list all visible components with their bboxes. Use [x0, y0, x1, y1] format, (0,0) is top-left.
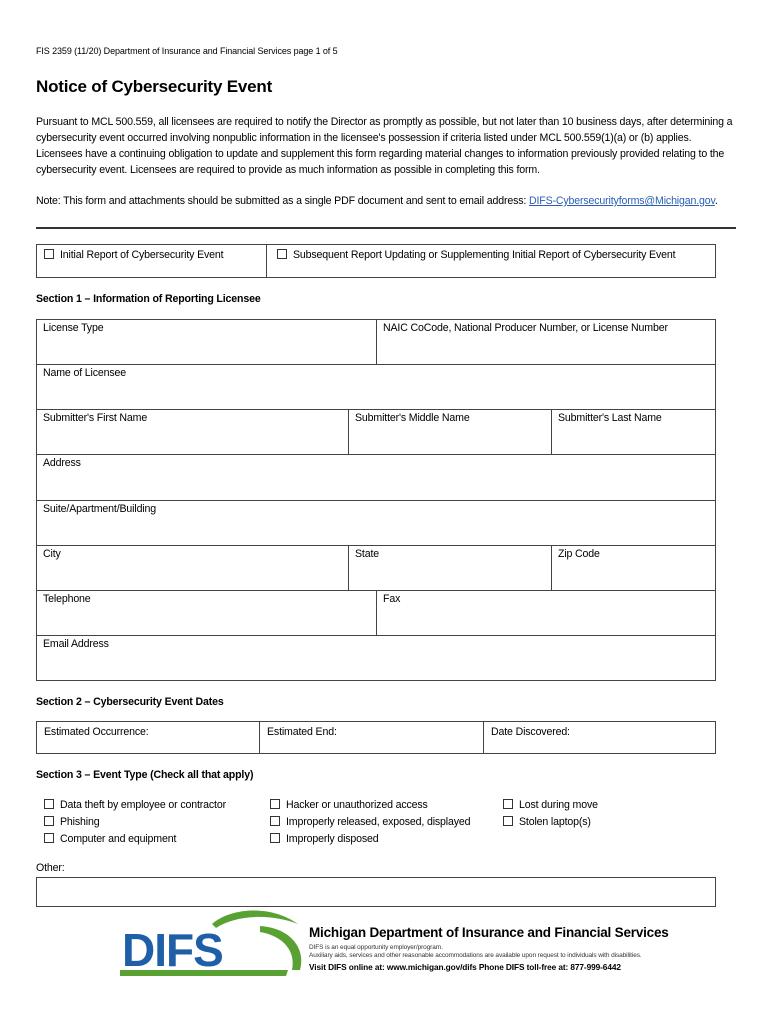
subsequent-report-checkbox[interactable]: [277, 249, 287, 259]
event-type-option[interactable]: [270, 833, 379, 845]
equal-opportunity-note: DIFS is an equal opportunity employer/program.: [309, 944, 443, 951]
row-divider: [36, 409, 716, 410]
row-divider: [36, 545, 716, 546]
event-type-option[interactable]: [503, 816, 591, 828]
contact-line: Visit DIFS online at: www.michigan.gov/difs Phone DIFS toll-free at: 877-999-6442: [309, 962, 621, 972]
subsequent-report-label: Subsequent Report Updating or Supplementing Initial Report of Cybersecurity Event: [293, 249, 676, 261]
divider: [266, 244, 267, 278]
license-type-field[interactable]: License Type: [43, 322, 104, 334]
initial-report-option[interactable]: [44, 249, 223, 261]
option-label: Improperly released, exposed, displayed: [286, 816, 471, 828]
first-name-field[interactable]: Submitter's First Name: [43, 412, 148, 424]
naic-number-field[interactable]: NAIC CoCode, National Producer Number, or License Number: [383, 322, 668, 334]
option-label: Hacker or unauthorized access: [286, 799, 428, 811]
option-label: Lost during move: [519, 799, 598, 811]
date-discovered-field[interactable]: Date Discovered:: [491, 726, 570, 738]
checkbox[interactable]: [503, 816, 513, 826]
event-type-option[interactable]: [44, 816, 99, 828]
col-divider: [551, 409, 552, 454]
city-field[interactable]: City: [43, 548, 61, 560]
section2-heading: Section 2 – Cybersecurity Event Dates: [36, 696, 224, 708]
note-suffix: .: [714, 195, 718, 207]
state-field[interactable]: State: [355, 548, 379, 560]
divider: [36, 227, 736, 229]
logo-text: DIFS: [122, 924, 223, 976]
department-name: Michigan Department of Insurance and Financial Services: [309, 925, 669, 940]
email-address-field[interactable]: Email Address: [43, 638, 109, 650]
col-divider: [259, 721, 260, 754]
zip-code-field[interactable]: Zip Code: [558, 548, 600, 560]
suite-field[interactable]: Suite/Apartment/Building: [43, 503, 156, 515]
initial-report-checkbox[interactable]: [44, 249, 54, 259]
last-name-field[interactable]: Submitter's Last Name: [558, 412, 662, 424]
option-label: Stolen laptop(s): [519, 816, 591, 828]
address-field[interactable]: Address: [43, 457, 81, 469]
checkbox[interactable]: [44, 816, 54, 826]
col-divider: [483, 721, 484, 754]
subsequent-report-option[interactable]: [277, 249, 675, 261]
col-divider: [348, 409, 349, 454]
checkbox[interactable]: [270, 833, 280, 843]
row-divider: [36, 635, 716, 636]
form-header: FIS 2359 (11/20) Department of Insurance and Financial Services page 1 of 5: [36, 46, 338, 56]
row-divider: [36, 454, 716, 455]
page-title: Notice of Cybersecurity Event: [36, 77, 273, 96]
event-type-option[interactable]: [44, 799, 226, 811]
event-type-option[interactable]: [44, 833, 176, 845]
row-divider: [36, 364, 716, 365]
telephone-field[interactable]: Telephone: [43, 593, 91, 605]
intro-paragraph: Pursuant to MCL 500.559, all licensees are required to notify the Director as promptly as possible, but not later than 10 business days, after determining a cybersecurity event occurred involving nonpublic information in the licensee's possession if criteria listed under MCL 500.559(1)(a) or (b) applies. Licensees have a continuing obligation to update and supplement this form regarding material changes to information previously provided relating to the cybersecurity event. Licensees are required to provide as much information as possible in completing this form.: [36, 116, 733, 176]
submission-note: [36, 195, 736, 207]
other-input[interactable]: [36, 877, 716, 907]
option-label: Data theft by employee or contractor: [60, 799, 226, 811]
other-label: Other:: [36, 862, 65, 874]
section3-heading: Section 3 – Event Type (Check all that apply): [36, 769, 254, 781]
row-divider: [36, 500, 716, 501]
estimated-occurrence-field[interactable]: Estimated Occurrence:: [44, 726, 149, 738]
email-link[interactable]: DIFS-Cybersecurityforms@Michigan.gov: [528, 195, 715, 207]
section1-heading: Section 1 – Information of Reporting Licensee: [36, 293, 261, 305]
event-type-option[interactable]: [270, 816, 470, 828]
licensee-name-field[interactable]: Name of Licensee: [43, 367, 126, 379]
estimated-end-field[interactable]: Estimated End:: [267, 726, 337, 738]
checkbox[interactable]: [270, 816, 280, 826]
option-label: Computer and equipment: [60, 833, 177, 845]
note-text: Note: This form and attachments should be submitted as a single PDF document and sent to email address:: [36, 195, 529, 207]
option-label: Improperly disposed: [286, 833, 379, 845]
checkbox[interactable]: [44, 799, 54, 809]
middle-name-field[interactable]: Submitter's Middle Name: [355, 412, 470, 424]
col-divider: [551, 545, 552, 590]
option-label: Phishing: [60, 816, 100, 828]
difs-logo: [120, 906, 306, 978]
initial-report-label: Initial Report of Cybersecurity Event: [60, 249, 224, 261]
col-divider: [376, 319, 377, 364]
col-divider: [376, 590, 377, 635]
accommodations-note: Auxiliary aids, services and other reasonable accommodations are available upon request to individuals with disabilities.: [309, 952, 642, 959]
event-type-option[interactable]: [270, 799, 428, 811]
event-type-option[interactable]: [503, 799, 598, 811]
checkbox[interactable]: [44, 833, 54, 843]
checkbox[interactable]: [503, 799, 513, 809]
checkbox[interactable]: [270, 799, 280, 809]
fax-field[interactable]: Fax: [383, 593, 401, 605]
logo-swoosh-top: [212, 910, 298, 928]
logo-swoosh-right: [260, 926, 301, 970]
col-divider: [348, 545, 349, 590]
